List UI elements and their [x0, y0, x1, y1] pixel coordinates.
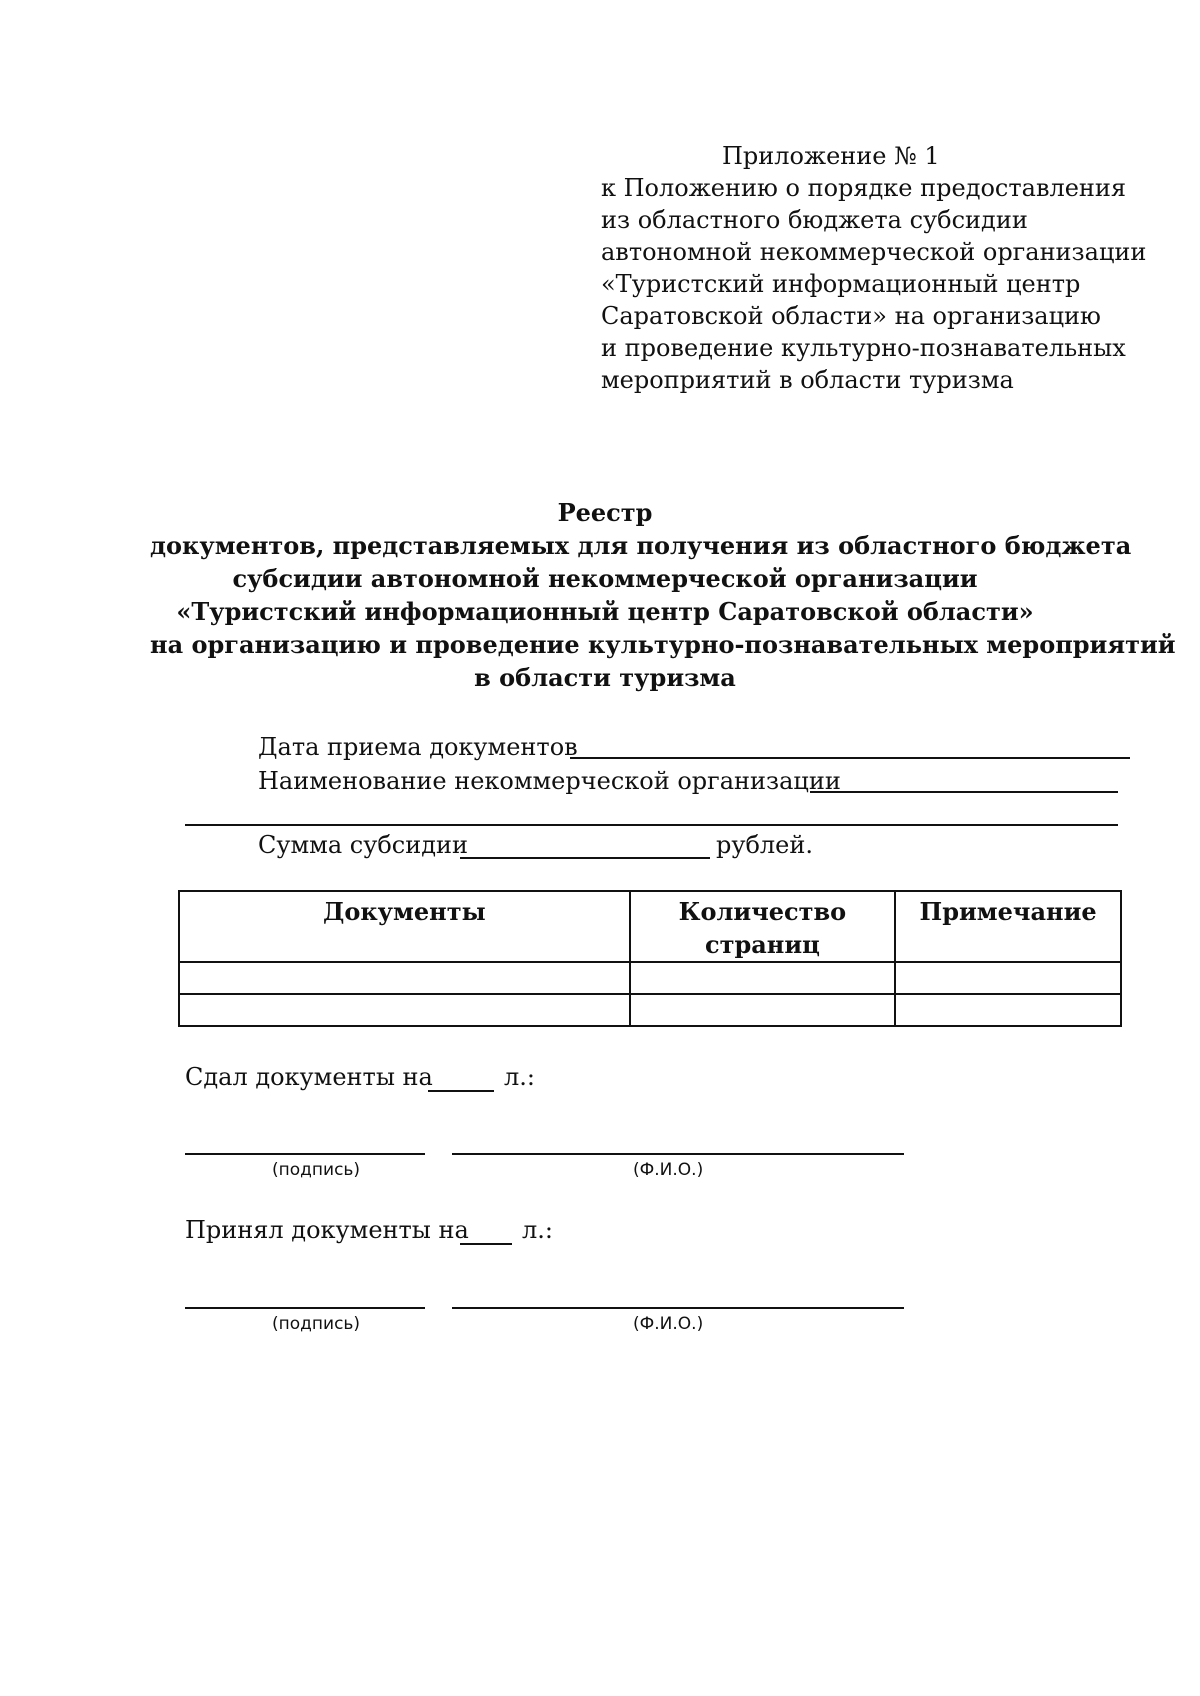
- table-cell[interactable]: [179, 994, 630, 1026]
- accepted-pages-line[interactable]: [460, 1243, 512, 1245]
- submitted-name-line[interactable]: [452, 1153, 904, 1155]
- submitted-label: Сдал документы на: [185, 1063, 433, 1091]
- table-cell[interactable]: [179, 962, 630, 994]
- org-label: Наименование некоммерческой организации: [258, 767, 841, 795]
- table-header-row: [179, 891, 1121, 962]
- submitted-signature-line[interactable]: [185, 1153, 425, 1155]
- appendix-number: Приложение № 1: [722, 142, 940, 170]
- title-line: субсидии автономной некоммерческой организации: [232, 564, 978, 593]
- accepted-signature-caption: (подпись): [272, 1314, 361, 1334]
- title-line: на организацию и проведение культурно-познавательных мероприятий: [150, 630, 1176, 659]
- appendix-line: «Туристский информационный центр: [601, 270, 1081, 298]
- table-cell[interactable]: [895, 994, 1121, 1026]
- table-cell[interactable]: [895, 962, 1121, 994]
- accepted-name-line[interactable]: [452, 1307, 904, 1309]
- appendix-line: Саратовской области» на организацию: [601, 302, 1101, 330]
- sum-label: Сумма субсидии: [258, 831, 468, 859]
- submitted-pages-line[interactable]: [428, 1090, 494, 1092]
- sum-unit: рублей.: [716, 831, 814, 859]
- accepted-label-suffix: л.:: [522, 1216, 553, 1244]
- registry-title: [150, 496, 1176, 694]
- title-line: «Туристский информационный центр Саратовской области»: [176, 597, 1034, 626]
- title-heading: Реестр: [557, 498, 653, 527]
- date-label: Дата приема документов: [258, 733, 578, 761]
- date-fill-line[interactable]: [570, 757, 1130, 759]
- appendix-line: и проведение культурно-познавательных: [601, 334, 1126, 362]
- header-page-count: [630, 891, 896, 962]
- org-fill-line-2[interactable]: [185, 824, 1118, 826]
- header-page-count-text: Количество страниц: [678, 897, 847, 959]
- accepted-signature-line[interactable]: [185, 1307, 425, 1309]
- appendix-block: [601, 140, 1147, 396]
- table-row: [179, 994, 1121, 1026]
- appendix-line: мероприятий в области туризма: [601, 366, 1014, 394]
- accepted-name-caption: (Ф.И.О.): [633, 1314, 704, 1334]
- title-line: документов, представляемых для получения из областного бюджета: [150, 531, 1132, 560]
- submitted-name-caption: (Ф.И.О.): [633, 1160, 704, 1180]
- sum-fill-line[interactable]: [460, 857, 710, 859]
- table-cell[interactable]: [630, 962, 896, 994]
- appendix-line: автономной некоммерческой организации: [601, 238, 1147, 266]
- documents-table: [178, 890, 1122, 1027]
- appendix-line: к Положению о порядке предоставления: [601, 174, 1127, 202]
- submitted-label-suffix: л.:: [504, 1063, 535, 1091]
- submitted-signature-caption: (подпись): [272, 1160, 361, 1180]
- appendix-line: из областного бюджета субсидии: [601, 206, 1028, 234]
- org-fill-line[interactable]: [810, 791, 1118, 793]
- title-line: в области туризма: [474, 663, 736, 692]
- accepted-label: Принял документы на: [185, 1216, 469, 1244]
- table-row: [179, 962, 1121, 994]
- header-note: Примечание: [895, 891, 1121, 962]
- header-documents: Документы: [179, 891, 630, 962]
- table-cell[interactable]: [630, 994, 896, 1026]
